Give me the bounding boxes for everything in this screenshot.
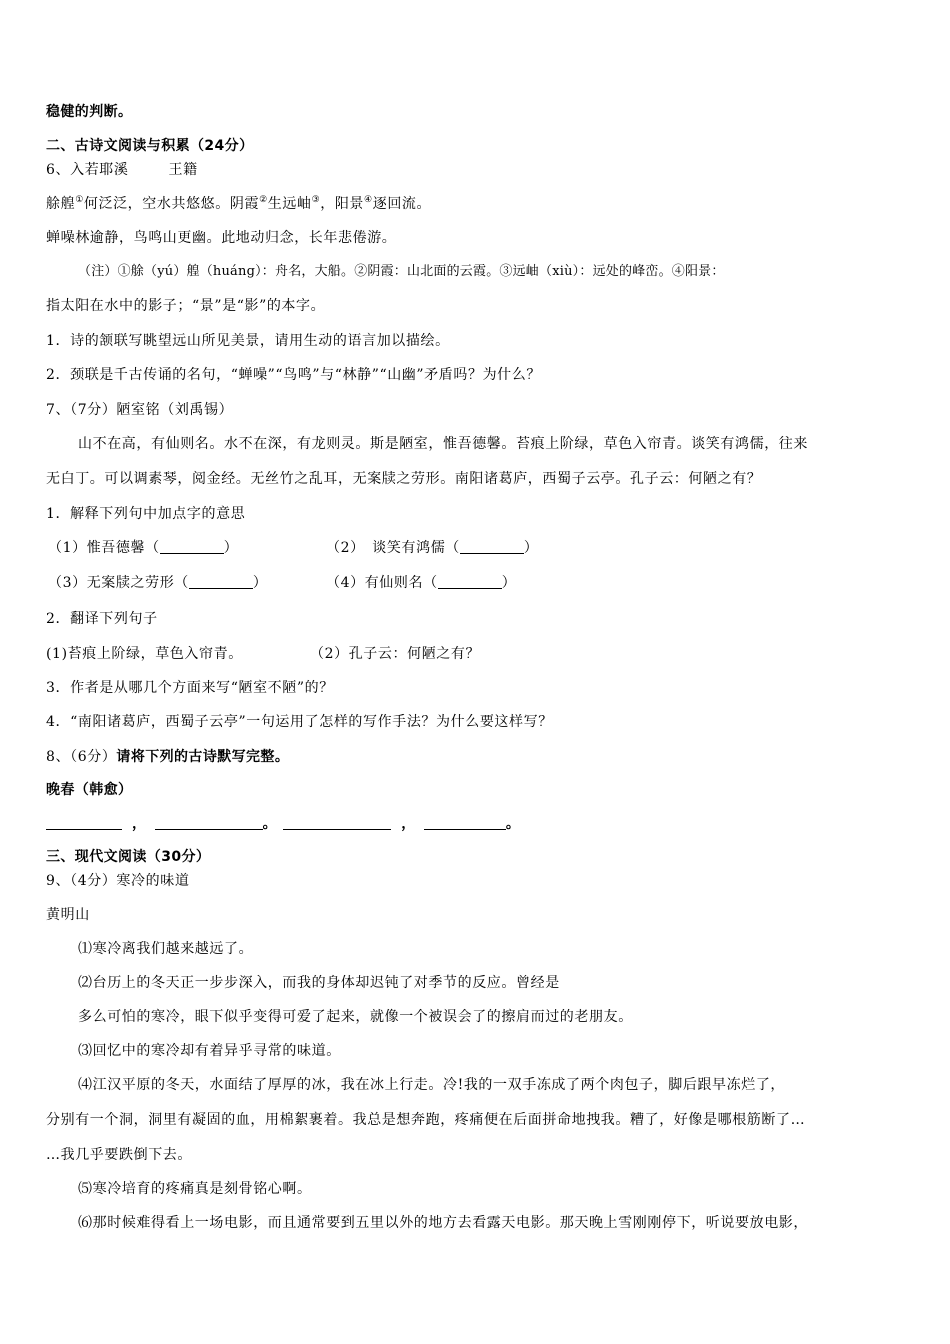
footnote-marker-1: ① [75, 195, 84, 205]
answer-blank[interactable] [460, 539, 524, 554]
footnote-marker-2: ② [259, 195, 268, 205]
q7-text-line1: 山不在高，有仙则名。水不在深，有龙则灵。斯是陋室，惟吾德馨。苔痕上阶绿，草色入帘青。谈笑有鸿儒，往来 [78, 436, 808, 452]
q6-question2: 2．颈联是千古传诵的名句，“蝉噪”“鸟鸣”与“林静”“山幽”矛盾吗？为什么？ [46, 367, 541, 383]
q6-note-line2: 指太阳在水中的影子；“景”是“影”的本字。 [46, 298, 326, 314]
q7-title: 7、（7分）陋室铭（刘禹锡） [46, 402, 234, 418]
q6-author: 王籍 [168, 162, 198, 178]
poem-blank-1[interactable] [46, 815, 122, 830]
footnote-marker-4: ④ [364, 195, 373, 205]
q7-sub4: 4．“南阳诸葛庐，西蜀子云亭”一句运用了怎样的写作手法？为什么要这样写？ [46, 714, 553, 730]
q9-paragraph3: ⑶回忆中的寒冷却有着异乎寻常的味道。 [78, 1043, 341, 1059]
poem-blank-3[interactable] [283, 815, 391, 830]
q7-sub1-item4: （4）有仙则名（ ） [326, 575, 517, 591]
q7-sub3: 3．作者是从哪几个方面来写“陋室不陋”的？ [46, 680, 334, 696]
q7-sub1-prompt: 1．解释下列句中加点字的意思 [46, 506, 246, 522]
q7-sub2-item2: （2）孔子云：何陋之有？ [310, 646, 481, 662]
q9-paragraph4-line2: 分别有一个洞，洞里有凝固的血，用棉絮裹着。我总是想奔跑，疼痛便在后面拼命地拽我。糟了，好像是哪根筋断了… [46, 1112, 806, 1128]
q6-poem-line2: 蝉噪林逾静，鸟鸣山更幽。此地动归念，长年悲倦游。 [46, 230, 397, 246]
q6-title-row [46, 161, 198, 179]
q9-author: 黄明山 [46, 907, 90, 923]
q9-paragraph1: ⑴寒冷离我们越来越远了。 [78, 941, 254, 957]
q7-sub2-item1: (1)苔痕上阶绿，草色入帘青。 [46, 646, 243, 662]
q9-title: 9、（4分）寒冷的味道 [46, 873, 190, 889]
q8-prompt-row [46, 748, 289, 766]
q9-paragraph2-line1: ⑵台历上的冬天正一步步深入，而我的身体却迟钝了对季节的反应。曾经是 [78, 975, 560, 991]
q8-prompt: 请将下列的古诗默写完整。 [116, 749, 290, 765]
q6-question1: 1．诗的颔联写眺望远山所见美景，请用生动的语言加以描绘。 [46, 333, 450, 349]
q8-blanks-row: ， 。 ， 。 [46, 815, 520, 833]
continuation-text: 稳健的判断。 [46, 104, 133, 120]
footnote-marker-3: ③ [311, 195, 321, 205]
answer-blank[interactable] [438, 574, 502, 589]
q7-sub1-item1: （1）惟吾德馨（ ） [48, 540, 239, 556]
poem-blank-4[interactable] [424, 815, 506, 830]
q7-sub2-prompt: 2．翻译下列句子 [46, 611, 158, 627]
q9-paragraph5: ⑸寒冷培育的疼痛真是刻骨铭心啊。 [78, 1181, 312, 1197]
q9-paragraph4-line3: …我几乎要跌倒下去。 [46, 1147, 192, 1163]
q6-note-line1: （注）①艅（yú）艎（huáng）：舟名，大船。②阴霞：山北面的云霞。③远岫（xiù）：远处的峰峦。④阳景： [78, 264, 725, 279]
q8-poem-title: 晚春（韩愈） [46, 782, 133, 798]
answer-blank[interactable] [189, 574, 253, 589]
q9-paragraph4-line1: ⑷江汉平原的冬天，水面结了厚厚的冰，我在冰上行走。冷!我的一双手冻成了两个肉包子，脚后跟早冻烂了， [78, 1077, 786, 1093]
q8-prefix: 8、（6分） [46, 749, 117, 765]
answer-blank[interactable] [160, 539, 224, 554]
q7-sub1-item3: （3）无案牍之劳形（ ） [48, 575, 268, 591]
section3-heading: 三、现代文阅读（30分） [46, 849, 211, 865]
q6-poem-line1: 艅艎①何泛泛，空水共悠悠。阴霞②生远岫③，阳景④逐回流。 [46, 195, 432, 212]
poem-blank-2[interactable] [155, 815, 263, 830]
q9-paragraph2-line2: 多么可怕的寒冷，眼下似乎变得可爱了起来，就像一个被误会了的擦肩而过的老朋友。 [78, 1009, 633, 1025]
q7-sub1-item2: （2） 谈笑有鸿儒（ ） [326, 540, 539, 556]
q9-paragraph6-line1: ⑹那时候难得看上一场电影，而且通常要到五里以外的地方去看露天电影。那天晚上雪刚刚停下，听说要放电影， [78, 1215, 808, 1231]
q7-text-line2: 无白丁。可以调素琴，阅金经。无丝竹之乱耳，无案牍之劳形。南阳诸葛庐，西蜀子云亭。孔子云：何陋之有？ [46, 471, 762, 487]
q6-title: 6、入若耶溪 [46, 162, 129, 178]
section2-heading: 二、古诗文阅读与积累（24分） [46, 138, 254, 154]
